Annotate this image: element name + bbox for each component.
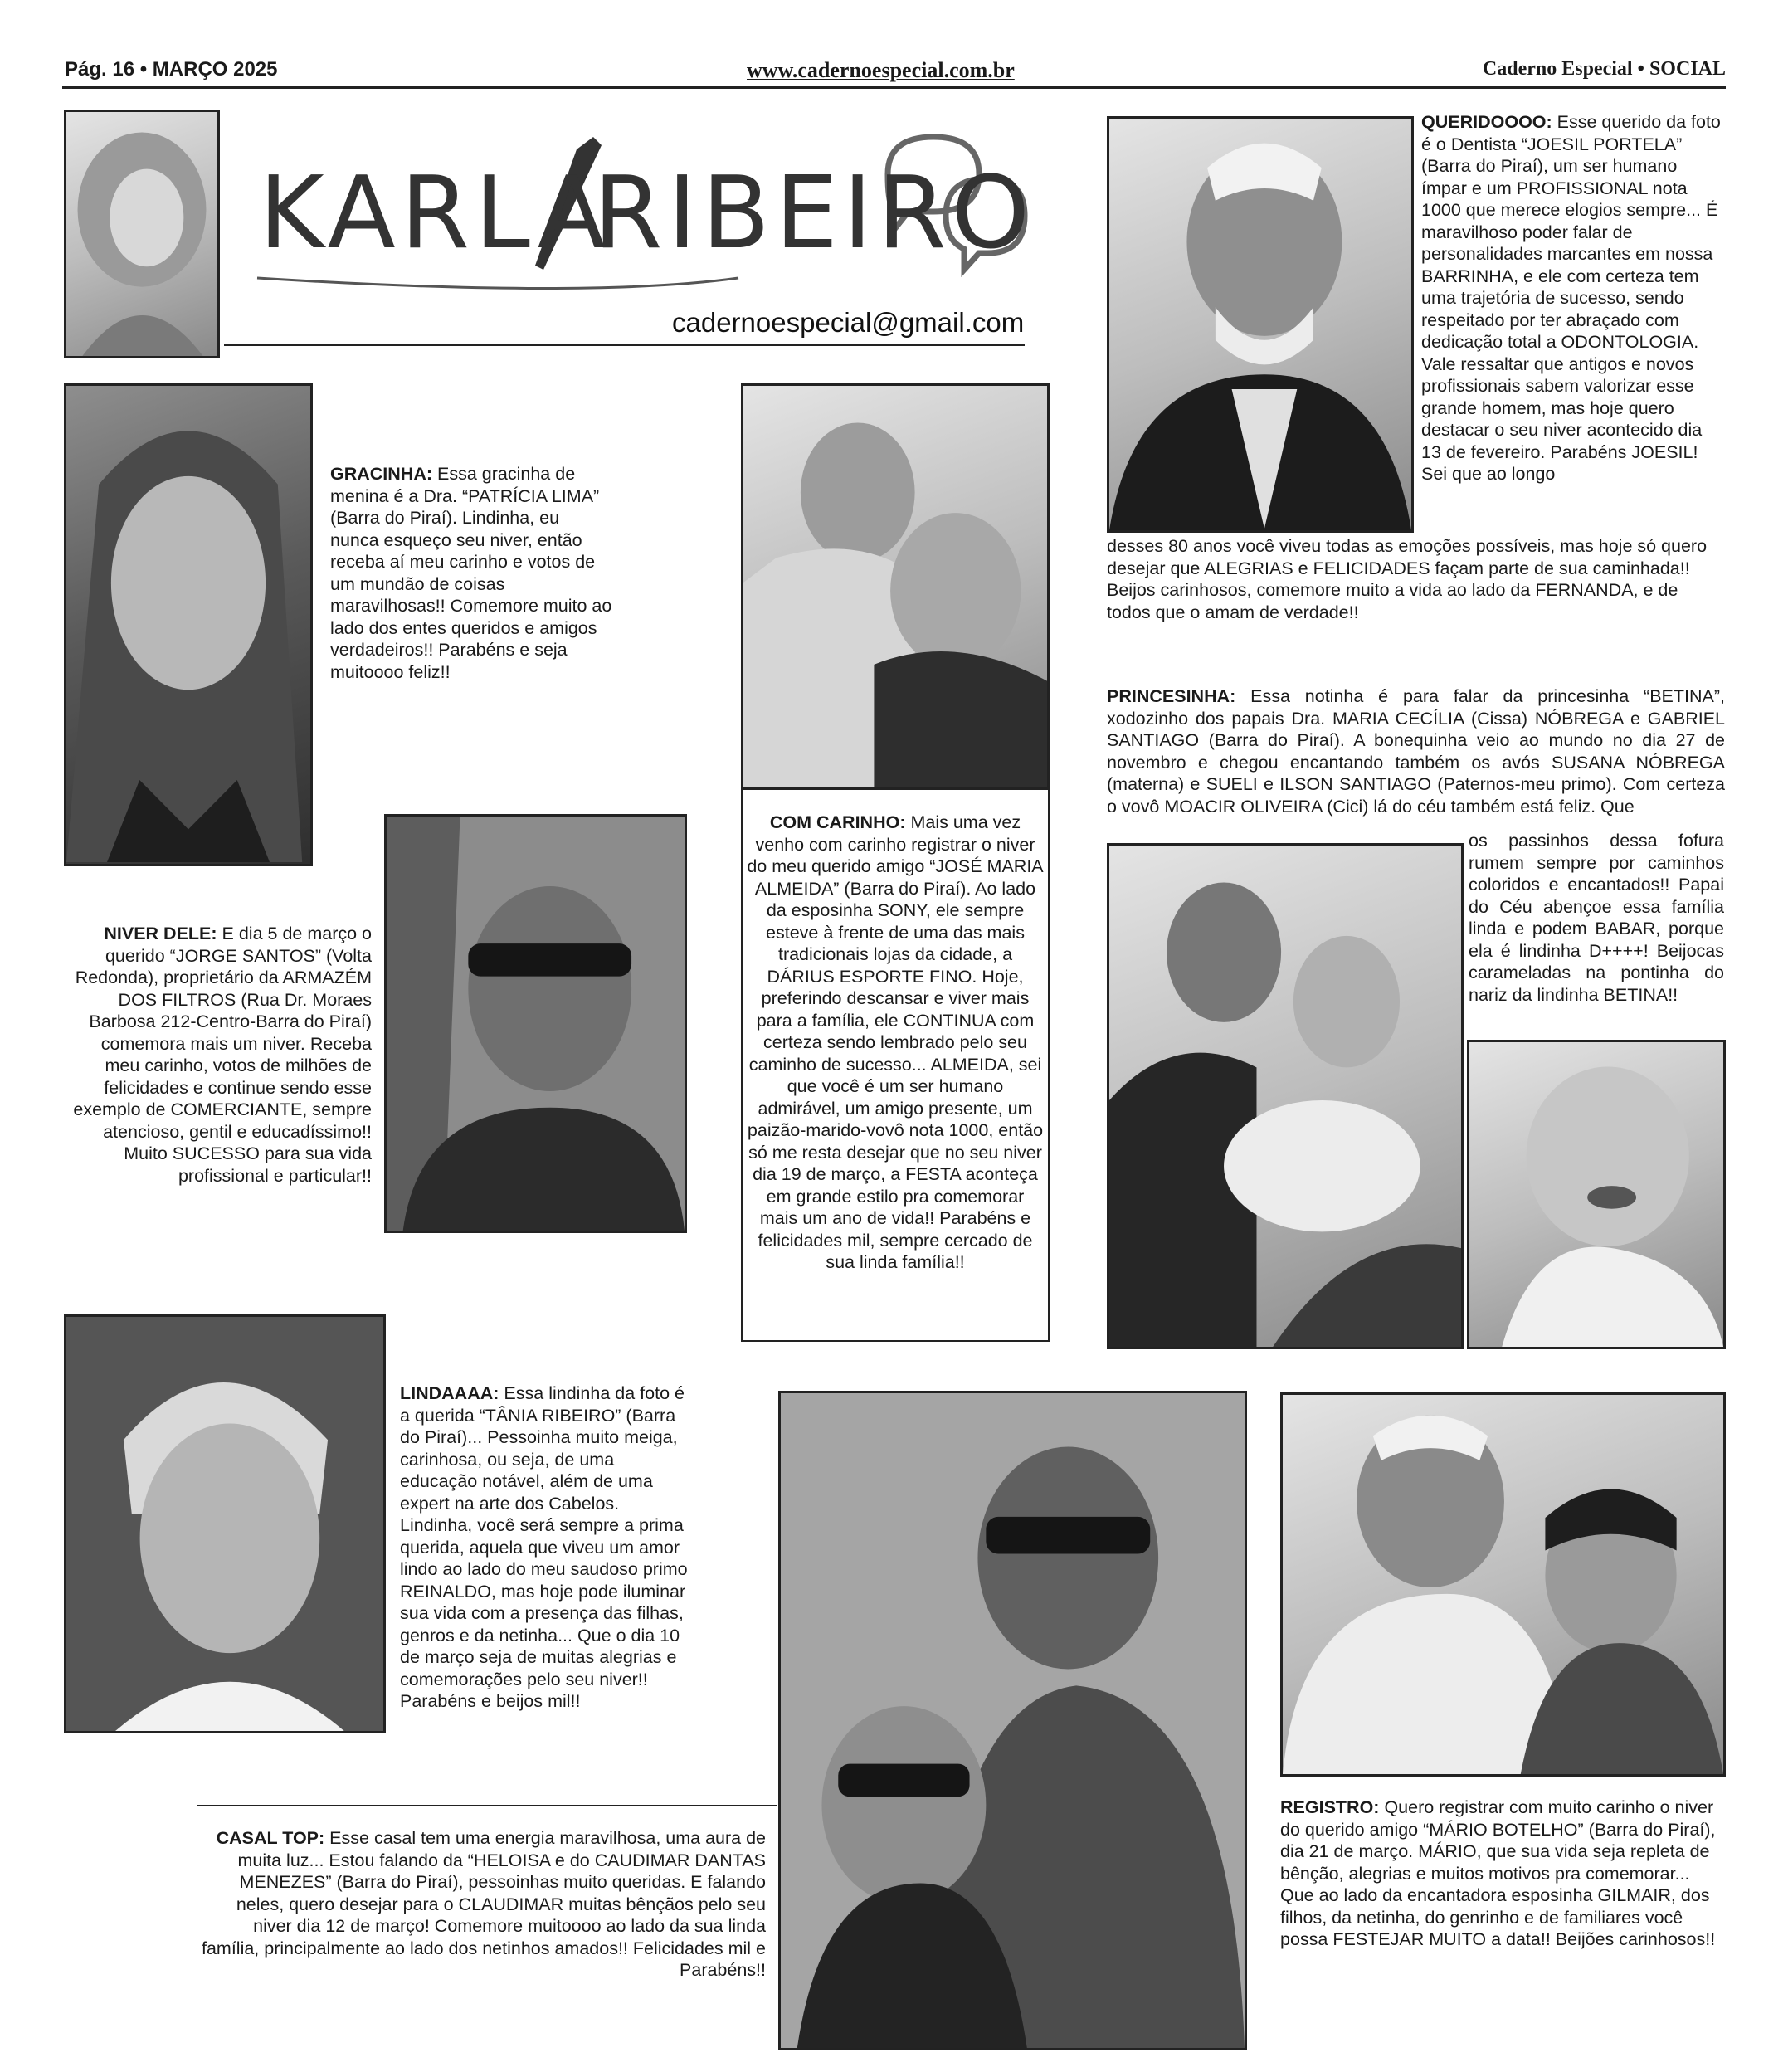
email-rule [224, 344, 1025, 346]
note-title: CASAL TOP: [216, 1828, 325, 1848]
column-logo [249, 124, 1035, 315]
note-title: LINDAAAA: [400, 1383, 499, 1403]
note-princesinha-cont: os passinhos dessa fofura rumem sempre por caminhos coloridos e encantados!! Papai do Céu abençoe essa família linda e podem BABAR, porque ela é lindinha D++++! Beijocas carameladas na pontinha do nariz da lindinha BETINA!! [1469, 831, 1724, 1005]
note-title: NIVER DELE: [104, 924, 217, 943]
photo-betina-baby [1467, 1040, 1726, 1349]
note-body: Quero registrar com muito carinho o niver do querido amigo “MÁRIO BOTELHO” (Barra do Piraí), dia 21 de março. MÁRIO, que sua vida seja repleta de bênção, alegrias e muitos motivos pra comemorar... Que ao lado da encantadora esposinha GILMAIR, dos filhos, da netinha, do genrinho e de familiares você possa FESTEJAR MUITO a data!! Beijões carinhosos!! [1280, 1797, 1716, 1949]
photo-jorge-santos [384, 814, 687, 1233]
note-lindaaaa [400, 1382, 692, 1713]
note-title: REGISTRO: [1280, 1797, 1380, 1817]
photo-mario-botelho [1280, 1392, 1726, 1777]
photo-heloisa-claudimar [778, 1391, 1247, 2050]
header-rule [62, 86, 1726, 89]
casal-top-rule [197, 1805, 777, 1806]
photo-betina-family [1107, 843, 1464, 1349]
note-body: Esse casal tem uma energia maravilhosa, uma aura de muita luz... Estou falando da “HELOISA e do CAUDIMAR DANTAS MENEZES” (Barra do Piraí), pessoinhas muito queridas. E falando neles, quero desejar para o CLAUDIMAR muitas bênçãos pelo seu niver dia 12 de março! Comemore muitoooo ao lado da sua linda família, principalmente ao lado dos netinhos amados!! Felicidades mil e Parabéns!! [201, 1828, 766, 1980]
note-title: QUERIDOOOO: [1421, 112, 1552, 132]
note-title: COM CARINHO: [769, 812, 906, 832]
note-princesinha [1107, 685, 1725, 817]
note-body: Esse querido da foto é o Dentista “JOESIL PORTELA” (Barra do Piraí), um ser humano ímpar e um PROFISSIONAL nota 1000 que merece elogios sempre... É maravilhoso poder falar de personalidades marcantes em nossa BARRINHA, e ele com certeza tem uma trajetória de sucesso, sendo respeitado por ter abraçado com dedicação total a ODONTOLOGIA. Vale ressaltar que antigos e novos profissionais sabem valorizar esse grande homem, mas hoje quero destacar o seu niver acontecido dia 13 de fevereiro. Parabéns JOESIL! Sei que ao longo [1421, 112, 1721, 484]
note-queridoooo [1421, 111, 1724, 485]
note-title: GRACINHA: [330, 464, 433, 484]
note-niver-dele [66, 923, 372, 1187]
note-body: Essa notinha é para falar da princesinha “BETINA”, xodozinho dos papais Dra. MARIA CECÍLIA (Cissa) NÓBREGA e GABRIEL SANTIAGO (Barra do Piraí). A bonequinha veio ao mundo no dia 27 de novembro e chegou encantando também os avós SUSANA NÓBREGA (materna) e SUELI e ILSON SANTIAGO (Paternos-meu primo). Com certeza o vovô MOACIR OLIVEIRA (Cici) lá do céu também está feliz. Que [1107, 686, 1725, 817]
photo-tania-ribeiro [64, 1314, 386, 1733]
note-casal-top [199, 1827, 766, 1982]
photo-patricia-lima [64, 383, 313, 866]
note-title: PRINCESINHA: [1107, 686, 1236, 706]
site-url[interactable]: www.cadernoespecial.com.br [747, 58, 1015, 82]
columnist-photo [64, 110, 220, 358]
page-number-date: Pág. 16 • MARÇO 2025 [65, 58, 278, 80]
note-registro [1280, 1797, 1728, 1951]
note-body: Essa gracinha de menina é a Dra. “PATRÍCIA LIMA” (Barra do Piraí). Lindinha, eu nunca esqueço seu niver, então receba aí meu carinho e votos de um mundão de coisas maravilhosas!! Comemore muito ao lado dos entes queridos e amigos verdadeiros!! Parabéns e seja muitoooo feliz!! [330, 464, 612, 682]
photo-joesil-portela [1107, 116, 1414, 533]
note-body: Mais uma vez venho com carinho registrar o niver do meu querido amigo “JOSÉ MARIA ALMEIDA” (Barra do Piraí). Ao lado da esposinha SONY, ele sempre esteve à frente de uma das mais tradicionais lojas da cidade, a DÁRIUS ESPORTE FINO. Hoje, preferindo descansar e viver mais para a família, ele CONTINUA com certeza sendo lembrado pelo seu caminho de sucesso... ALMEIDA, sei que você é um ser humano admirável, um amigo presente, um paizão-marido-vovô nota 1000, então só me resta desejar que no seu niver dia 19 de março, a FESTA aconteça em grande estilo pra comemorar mais um ano de vida!! Parabéns e felicidades mil, sempre cercado de sua linda família!! [747, 812, 1044, 1272]
logo-ribeiro: RIBEIRO [593, 156, 1035, 271]
section-label: Caderno Especial • SOCIAL [1482, 58, 1726, 80]
note-queridoooo-cont: desses 80 anos você viveu todas as emoções possíveis, mas hoje só quero desejar que ALEGRIAS e FELICIDADES façam parte de sua caminhada!! Beijos carinhosos, comemore muito a vida ao lado da FERNANDA, e de todos que o amam de verdade!! [1107, 536, 1708, 622]
frame-com-carinho [741, 383, 1050, 1342]
note-body: E dia 5 de março o querido “JORGE SANTOS” (Volta Redonda), proprietário da ARMAZÉM DOS FILTROS (Rua Dr. Moraes Barbosa 212-Centro-Barra do Piraí) comemora mais um niver. Receba meu carinho, votos de milhões de felicidades e continue sendo esse exemplo de COMERCIANTE, sempre atencioso, gentil e educadíssimo!! Muito SUCESSO para sua vida profissional e particular!! [73, 924, 372, 1186]
column-email[interactable]: cadernoespecial@gmail.com [672, 307, 1025, 338]
logo-karla: KARLA [259, 156, 611, 271]
note-gracinha [330, 463, 612, 683]
note-body: Essa lindinha da foto é a querida “TÂNIA RIBEIRO” (Barra do Piraí)... Pessoinha muito meiga, carinhosa, ou seja, de uma educação notável, além de uma expert na arte dos Cabelos. Lindinha, você será sempre a prima querida, aquela que viveu um amor lindo ao lado do meu saudoso primo REINALDO, mas hoje pode iluminar sua vida com a presença das filhas, genros e da netinha... Que o dia 10 de março seja de muitas alegrias e comemorações pelo seu niver!! Parabéns e beijos mil!! [400, 1383, 688, 1711]
